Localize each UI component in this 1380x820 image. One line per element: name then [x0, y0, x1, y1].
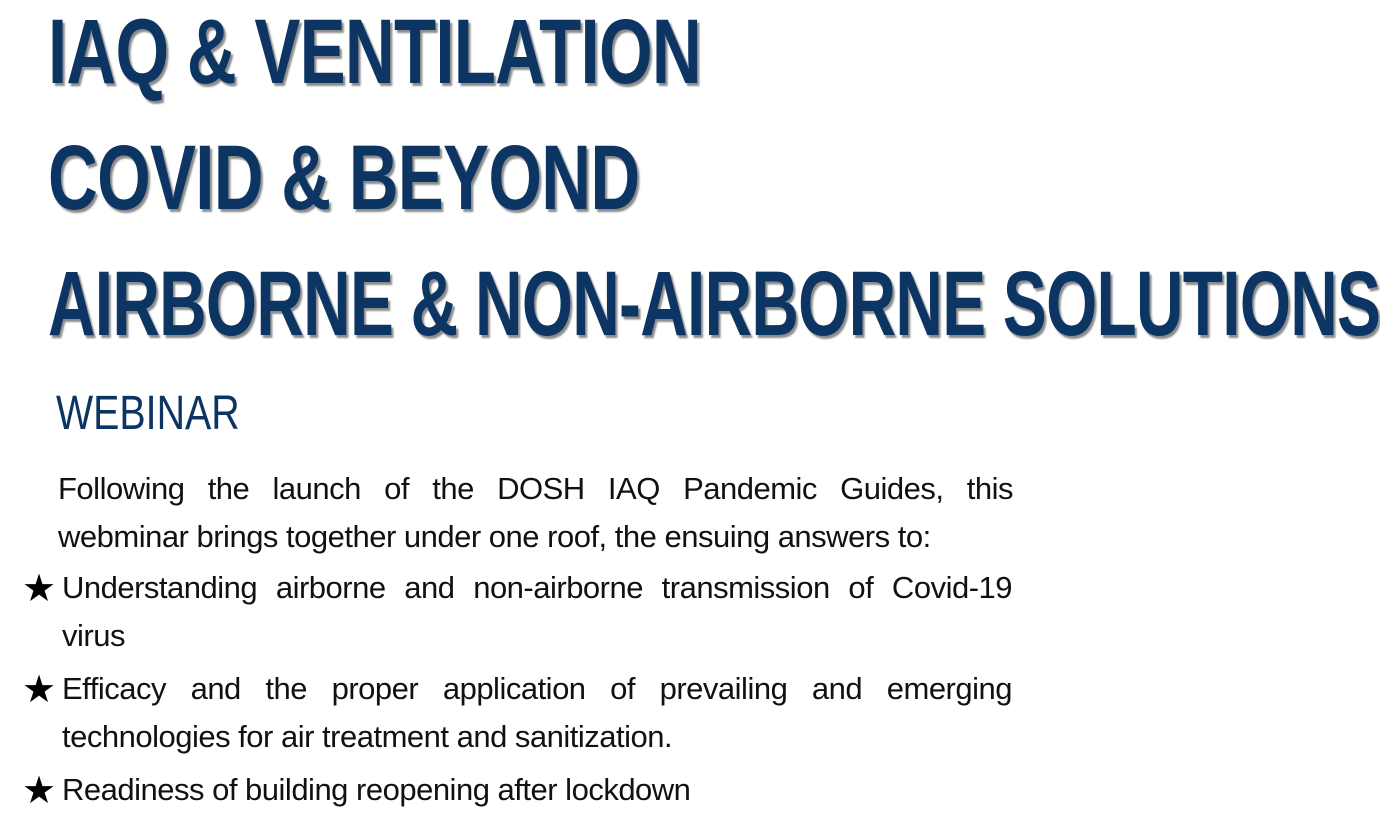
webinar-subtitle: WEBINAR [56, 387, 240, 440]
star-icon: ★ [22, 768, 56, 812]
topic-item-2 [22, 665, 1012, 761]
headline-line-3: AIRBORNE & NON-AIRBORNE SOLUTIONS [48, 253, 1380, 355]
headline-line-2: COVID & BEYOND [48, 127, 640, 229]
topic-text-2: Efficacy and the proper application of prevailing and emerging technologies for air treatment and sanitization. [62, 671, 1012, 754]
topic-item-3 [22, 766, 1012, 814]
star-icon: ★ [22, 566, 56, 610]
star-icon: ★ [22, 667, 56, 711]
topic-text-1: Understanding airborne and non-airborne transmission of Covid-19 virus [62, 570, 1012, 653]
topic-text-3: Readiness of building reopening after lockdown [62, 772, 691, 807]
topics-list [22, 564, 1012, 819]
headline-line-1: IAQ & VENTILATION [48, 1, 701, 103]
intro-paragraph: Following the launch of the DOSH IAQ Pandemic Guides, this webminar brings together under one roof, the ensuing answers to: [58, 471, 1013, 554]
topic-item-1 [22, 564, 1012, 660]
